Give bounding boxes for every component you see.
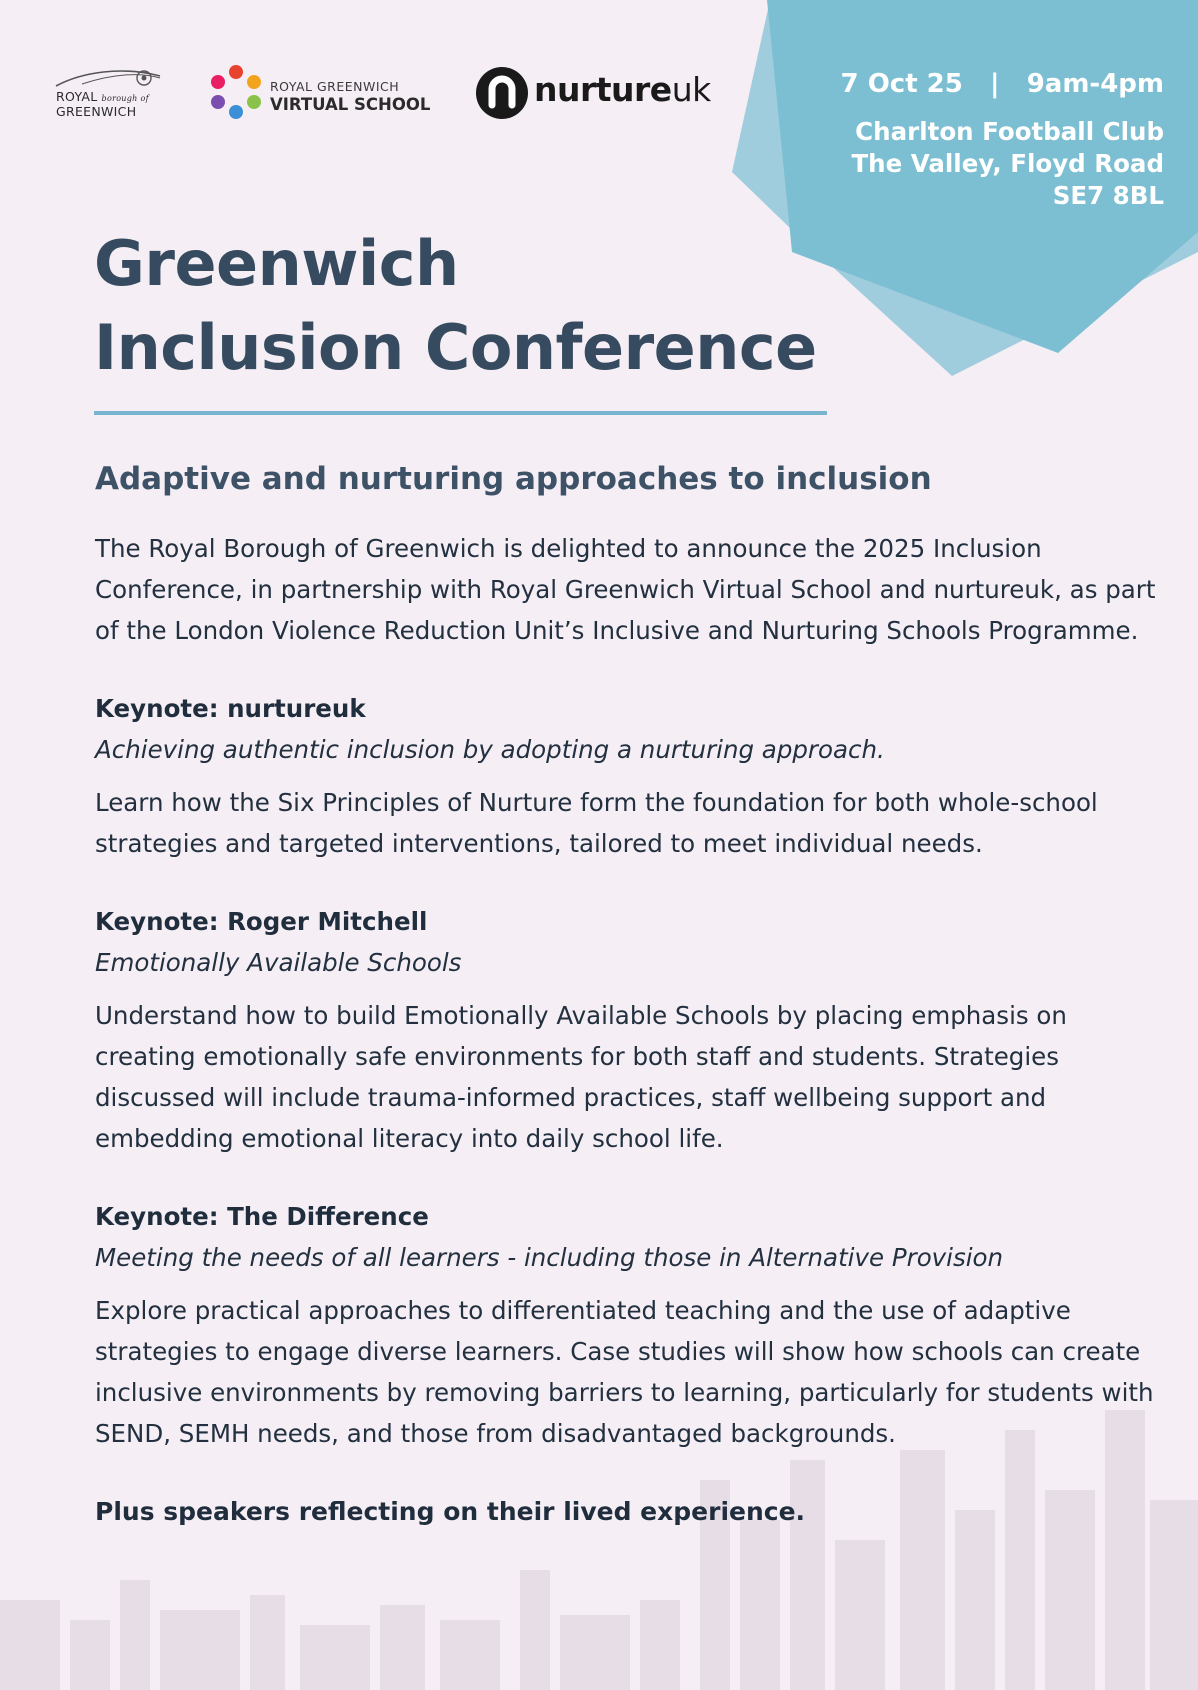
venue-line2: The Valley, Floyd Road <box>851 149 1164 178</box>
rgvs-line2: VIRTUAL SCHOOL <box>270 95 431 114</box>
event-time: 9am-4pm <box>1026 69 1164 99</box>
event-date: 7 Oct 25 <box>840 69 963 99</box>
page-title <box>94 222 817 390</box>
event-venue <box>841 116 1164 212</box>
subtitle: Adaptive and nurturing approaches to inclusion <box>95 461 932 497</box>
intro-paragraph: The Royal Borough of Greenwich is delighted to announce the 2025 Inclusion Conference, in partnership with Royal Greenwich Virtual School and nurtureuk, as part of the London Violence Reduction Unit’s Inclusive and Nurturing Schools Programme. <box>95 534 1156 645</box>
nurtureuk-n-icon <box>476 67 528 119</box>
keynote-subtitle: Achieving authentic inclusion by adopting a nurturing approach. <box>95 735 885 764</box>
keynote-nurtureuk <box>95 689 1175 864</box>
title-divider <box>94 411 827 415</box>
main-content <box>95 458 1175 1532</box>
venue-line3: SE7 8BL <box>1052 181 1164 210</box>
nurtureuk-wordmark: nurtureuk <box>534 70 711 109</box>
rgvs-line1: ROYAL GREENWICH <box>270 79 400 94</box>
keynote-roger-mitchell <box>95 902 1175 1159</box>
royal-borough-greenwich-logo <box>52 64 172 124</box>
rbg-line2: GREENWICH <box>56 104 137 119</box>
keynote-subtitle: Meeting the needs of all learners - including those in Alternative Provision <box>95 1243 1004 1272</box>
keynote-heading: Keynote: The Difference <box>95 1202 429 1231</box>
keynote-the-difference <box>95 1197 1175 1454</box>
keynote-body: Explore practical approaches to differentiated teaching and the use of adaptive strategies to engage diverse learners. Case studies will show how schools can create inclusive environments by removing barriers to learning, particularly for students with SEND, SEMH needs, and those from disadvantaged backgrounds. <box>95 1296 1154 1448</box>
keynote-subtitle: Emotionally Available Schools <box>95 948 462 977</box>
keynote-body: Learn how the Six Principles of Nurture form the foundation for both whole-school strategies and targeted interventions, tailored to meet individual needs. <box>95 788 1098 858</box>
separator: | <box>990 69 1000 99</box>
keynote-body: Understand how to build Emotionally Available Schools by placing emphasis on creating emotionally safe environments for both staff and students. Strategies discussed will include trauma-informed practices, staff wellbeing support and embedding emotional literacy into daily school life. <box>95 1001 1067 1153</box>
title-line2: Inclusion Conference <box>94 311 817 384</box>
event-date-time <box>841 64 1164 104</box>
people-circle-icon <box>206 62 266 122</box>
royal-greenwich-virtual-school-logo <box>206 62 446 122</box>
keynote-heading: Keynote: nurtureuk <box>95 694 366 723</box>
closing-statement: Plus speakers reflecting on their lived experience. <box>95 1497 806 1526</box>
keynote-heading: Keynote: Roger Mitchell <box>95 907 428 936</box>
venue-line1: Charlton Football Club <box>855 117 1164 146</box>
rbg-line1: ROYAL <box>56 89 98 104</box>
nurtureuk-logo <box>476 62 716 122</box>
rbg-small: borough of <box>101 94 149 103</box>
title-line1: Greenwich <box>94 227 459 300</box>
event-details <box>841 64 1164 212</box>
